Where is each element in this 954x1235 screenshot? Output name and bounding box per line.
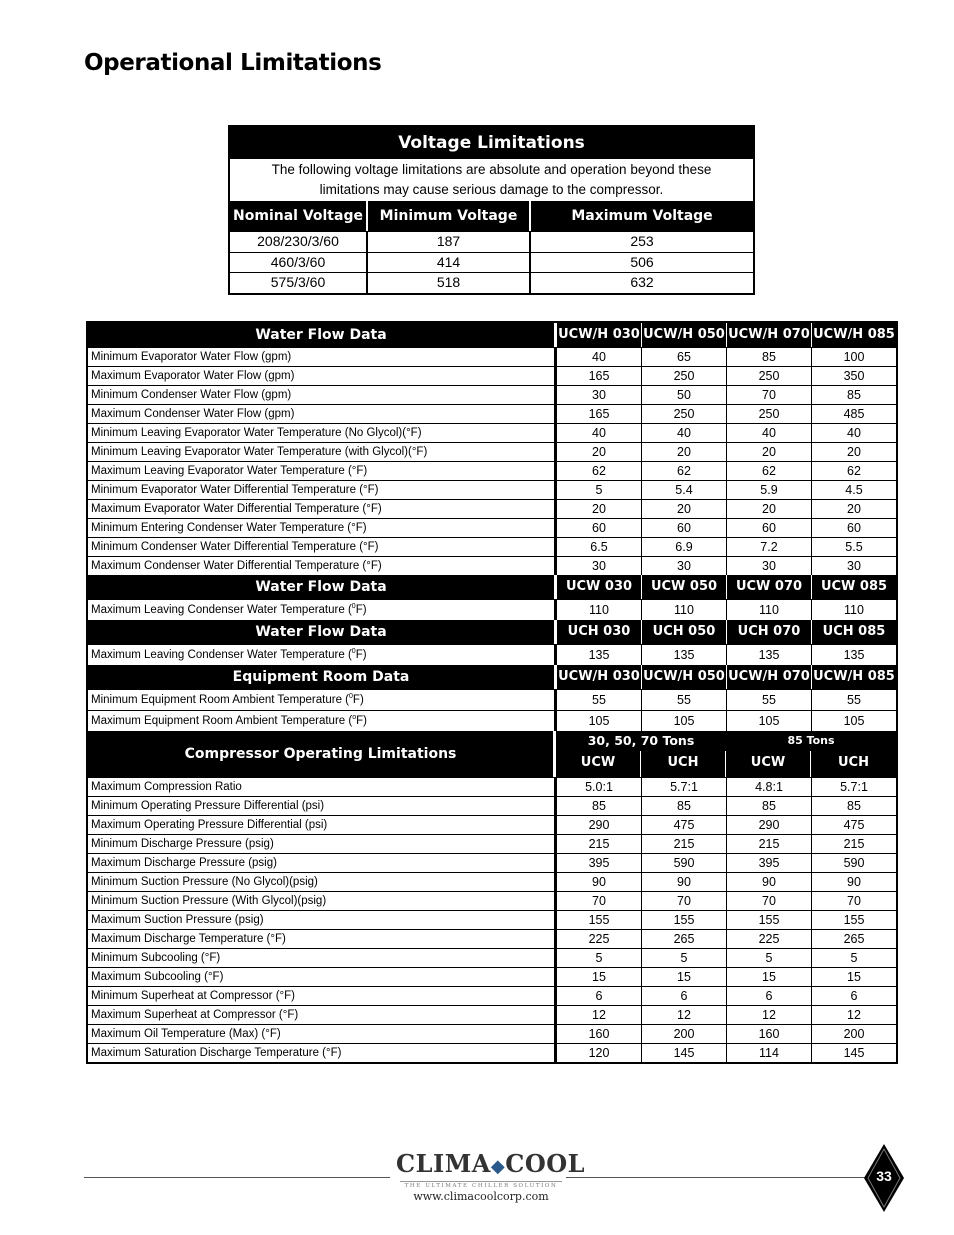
table-cell: 60 (847, 521, 861, 535)
table-cell: 120 (557, 1044, 642, 1062)
table-cell: 475 (642, 816, 727, 834)
table-cell: 155 (642, 911, 727, 929)
table-row (88, 480, 896, 499)
table-cell: 70 (557, 892, 642, 910)
table-cell: 395 (557, 854, 642, 872)
section-title: Equipment Room Data (88, 665, 557, 689)
table-cell: 65 (642, 348, 727, 366)
table-cell: 250 (642, 405, 727, 423)
row-label: Maximum Compression Ratio (88, 778, 557, 796)
table-row (88, 796, 896, 815)
column-header: UCW/H 030 (557, 665, 642, 689)
table-cell: 20 (847, 445, 861, 459)
table-row (88, 404, 896, 423)
table-cell: 70 (847, 894, 861, 908)
table-cell: 60 (642, 519, 727, 537)
table-cell: 485 (843, 407, 865, 421)
voltage-note-line1: The following voltage limitations are absolute and operation beyond these (271, 162, 712, 177)
group-header: 85 Tons (787, 734, 835, 747)
table-cell: 20 (847, 502, 861, 516)
row-label: Maximum Leaving Condenser Water Temperature ($^0$F) (88, 600, 557, 620)
voltage-limitations-table (228, 125, 755, 295)
table-cell: 90 (557, 873, 642, 891)
table-cell: 5.9 (727, 481, 812, 499)
column-header: Nominal Voltage (230, 201, 368, 231)
section-title: Water Flow Data (88, 620, 557, 644)
table-cell: 105 (642, 711, 727, 731)
website-url: www.climacoolcorp.com (413, 1190, 549, 1203)
table-cell: 590 (642, 854, 727, 872)
table-cell: 506 (630, 253, 654, 270)
row-label: Maximum Discharge Pressure (psig) (88, 854, 557, 872)
column-header: UCW (726, 751, 811, 777)
table-cell: 225 (727, 930, 812, 948)
column-header: UCH 050 (642, 620, 727, 644)
table-cell: 135 (727, 645, 812, 665)
table-cell: 55 (557, 690, 642, 710)
table-row (88, 710, 896, 731)
table-cell: 55 (847, 693, 861, 707)
table-row (88, 967, 896, 986)
water-flow-rows (88, 347, 896, 575)
column-header: Minimum Voltage (368, 201, 531, 231)
table-cell: 15 (642, 968, 727, 986)
table-row (88, 499, 896, 518)
table-row (88, 599, 896, 620)
column-header: UCW/H 030 (557, 323, 642, 347)
voltage-note (230, 159, 753, 201)
table-cell: 20 (642, 443, 727, 461)
column-header: UCW/H 050 (642, 323, 727, 347)
table-cell: 20 (642, 500, 727, 518)
table-cell: 85 (557, 797, 642, 815)
group-header: 30, 50, 70 Tons (587, 733, 695, 748)
table-cell: 6 (850, 989, 858, 1003)
column-header: UCW 070 (727, 575, 812, 599)
table-row (88, 442, 896, 461)
table-row (230, 231, 753, 252)
table-row (88, 872, 896, 891)
table-cell: 15 (557, 968, 642, 986)
table-row (88, 1005, 896, 1024)
table-cell: 110 (642, 600, 727, 620)
column-header: UCW/H 070 (727, 665, 812, 689)
table-cell: 5.0:1 (557, 778, 642, 796)
column-header: UCW 050 (642, 575, 727, 599)
table-cell: 6 (727, 987, 812, 1005)
table-row (88, 853, 896, 872)
table-cell: 265 (843, 932, 865, 946)
table-cell: 62 (847, 464, 861, 478)
diamond-icon: ◆ (490, 1156, 506, 1177)
table-cell: 225 (557, 930, 642, 948)
table-cell: 165 (557, 367, 642, 385)
row-label: Minimum Evaporator Water Differential Temperature (°F) (88, 481, 557, 499)
column-header: UCW/H 085 (813, 669, 895, 684)
table-cell: 5 (642, 949, 727, 967)
table-cell: 250 (727, 367, 812, 385)
table-row (88, 537, 896, 556)
table-cell: 4.8:1 (727, 778, 812, 796)
table-cell: 85 (847, 388, 861, 402)
row-label: Minimum Condenser Water Differential Temperature (°F) (88, 538, 557, 556)
table-cell: 114 (727, 1044, 812, 1062)
table-cell: 135 (642, 645, 727, 665)
table-cell: 70 (727, 892, 812, 910)
table-cell: 100 (843, 350, 865, 364)
column-header: UCW 085 (820, 579, 888, 594)
footer-rule-right (566, 1177, 866, 1178)
table-cell: 253 (630, 233, 654, 249)
table-cell: 215 (642, 835, 727, 853)
row-label: Minimum Entering Condenser Water Temperature (°F) (88, 519, 557, 537)
column-header: UCW/H 070 (727, 323, 812, 347)
table-cell: 215 (557, 835, 642, 853)
row-label: Maximum Evaporator Water Flow (gpm) (88, 367, 557, 385)
table-row (88, 986, 896, 1005)
table-row (88, 777, 896, 796)
section-title: Water Flow Data (88, 323, 557, 347)
column-header: UCH (838, 755, 869, 770)
table-cell: 208/230/3/60 (230, 232, 368, 252)
table-cell: 187 (368, 232, 531, 252)
table-cell: 575/3/60 (230, 273, 368, 293)
table-cell: 30 (642, 557, 727, 575)
table-cell: 475 (843, 818, 865, 832)
table-row (88, 461, 896, 480)
table-cell: 5.5 (845, 540, 863, 554)
table-cell: 250 (727, 405, 812, 423)
row-label: Maximum Leaving Evaporator Water Temperature (°F) (88, 462, 557, 480)
water-flow-header-row (88, 323, 896, 347)
voltage-note-line2: limitations may cause serious damage to the compressor. (319, 182, 664, 197)
column-header: UCW (556, 751, 641, 777)
table-row (88, 644, 896, 665)
table-row (88, 689, 896, 710)
table-cell: 15 (847, 970, 861, 984)
table-cell: 215 (727, 835, 812, 853)
table-cell: 20 (557, 500, 642, 518)
table-cell: 215 (843, 837, 865, 851)
table-cell: 5.4 (642, 481, 727, 499)
table-cell: 155 (843, 913, 865, 927)
row-label: Minimum Equipment Room Ambient Temperature ($^0$F) (88, 690, 557, 710)
table-cell: 70 (642, 892, 727, 910)
table-cell: 12 (557, 1006, 642, 1024)
table-cell: 135 (557, 645, 642, 665)
table-cell: 6.9 (642, 538, 727, 556)
row-label: Minimum Discharge Pressure (psig) (88, 835, 557, 853)
table-cell: 70 (727, 386, 812, 404)
table-cell: 395 (727, 854, 812, 872)
row-label: Maximum Subcooling (°F) (88, 968, 557, 986)
table-cell: 6 (642, 987, 727, 1005)
column-header: Maximum Voltage (571, 208, 713, 224)
table-cell: 145 (843, 1046, 865, 1060)
table-cell: 15 (727, 968, 812, 986)
page-number: 33 (876, 1168, 892, 1184)
table-cell: 160 (727, 1025, 812, 1043)
table-cell: 518 (368, 273, 531, 293)
table-cell: 110 (844, 603, 864, 617)
table-row (88, 385, 896, 404)
table-cell: 50 (642, 386, 727, 404)
section-title: Water Flow Data (88, 575, 557, 599)
table-cell: 4.5 (845, 483, 863, 497)
page-title: Operational Limitations (84, 50, 382, 76)
row-label: Maximum Operating Pressure Differential (psi) (88, 816, 557, 834)
table-cell: 5 (557, 481, 642, 499)
table-cell: 40 (847, 426, 861, 440)
table-cell: 135 (843, 648, 865, 662)
column-header: UCH 085 (822, 624, 886, 639)
table-row (88, 1043, 896, 1062)
ucw-header-row (88, 575, 896, 599)
table-cell: 12 (727, 1006, 812, 1024)
row-label: Minimum Condenser Water Flow (gpm) (88, 386, 557, 404)
footer-rule-left (84, 1177, 390, 1178)
tonnage-group-30-70 (556, 731, 726, 777)
table-cell: 30 (557, 557, 642, 575)
uch-header-row (88, 620, 896, 644)
table-cell: 110 (727, 600, 812, 620)
operational-limits-table (86, 321, 898, 1064)
table-cell: 20 (727, 500, 812, 518)
table-cell: 265 (642, 930, 727, 948)
table-cell: 85 (642, 797, 727, 815)
table-cell: 250 (642, 367, 727, 385)
table-row (230, 252, 753, 273)
climacool-logo: CLIMA◆COOL THE ULTIMATE CHILLER SOLUTION (396, 1149, 586, 1189)
table-row (88, 518, 896, 537)
table-cell: 30 (557, 386, 642, 404)
row-label: Minimum Leaving Evaporator Water Temperature (with Glycol)(°F) (88, 443, 557, 461)
row-label: Maximum Superheat at Compressor (°F) (88, 1006, 557, 1024)
table-cell: 40 (642, 424, 727, 442)
table-row (88, 891, 896, 910)
column-header: UCH (641, 751, 726, 777)
table-row (88, 815, 896, 834)
column-header: UCW/H 050 (642, 665, 727, 689)
table-cell: 590 (843, 856, 865, 870)
table-cell: 60 (557, 519, 642, 537)
row-label: Maximum Discharge Temperature (°F) (88, 930, 557, 948)
row-label: Minimum Superheat at Compressor (°F) (88, 987, 557, 1005)
table-cell: 6.5 (557, 538, 642, 556)
row-label: Maximum Evaporator Water Differential Temperature (°F) (88, 500, 557, 518)
table-cell: 5.7:1 (840, 780, 868, 794)
row-label: Maximum Equipment Room Ambient Temperature ($^o$F) (88, 711, 557, 731)
table-cell: 30 (727, 557, 812, 575)
table-row (88, 366, 896, 385)
table-row (88, 1024, 896, 1043)
table-cell: 145 (642, 1044, 727, 1062)
column-header: UCW 030 (557, 575, 642, 599)
table-cell: 155 (727, 911, 812, 929)
table-cell: 90 (727, 873, 812, 891)
table-cell: 5.7:1 (642, 778, 727, 796)
table-cell: 40 (557, 348, 642, 366)
section-title: Compressor Operating Limitations (88, 731, 556, 777)
column-header: UCH 030 (557, 620, 642, 644)
table-cell: 62 (727, 462, 812, 480)
table-cell: 5 (850, 951, 858, 965)
table-cell: 200 (843, 1027, 865, 1041)
table-cell: 85 (727, 348, 812, 366)
table-cell: 90 (642, 873, 727, 891)
row-label: Minimum Operating Pressure Differential (psi) (88, 797, 557, 815)
row-label: Minimum Leaving Evaporator Water Temperature (No Glycol)(°F) (88, 424, 557, 442)
compressor-header-row (88, 731, 896, 777)
table-row (88, 347, 896, 366)
tonnage-group-85 (726, 731, 896, 777)
voltage-column-headers (230, 201, 753, 231)
table-cell: 290 (727, 816, 812, 834)
table-cell: 62 (642, 462, 727, 480)
table-cell: 155 (557, 911, 642, 929)
table-row (230, 272, 753, 293)
table-cell: 414 (368, 253, 531, 273)
row-label: Maximum Suction Pressure (psig) (88, 911, 557, 929)
table-cell: 12 (847, 1008, 861, 1022)
table-cell: 5 (727, 949, 812, 967)
table-cell: 12 (642, 1006, 727, 1024)
table-cell: 105 (727, 711, 812, 731)
compressor-rows (88, 777, 896, 1062)
row-label: Maximum Condenser Water Differential Temperature (°F) (88, 557, 557, 575)
table-cell: 62 (557, 462, 642, 480)
table-cell: 632 (630, 274, 654, 290)
row-label: Minimum Suction Pressure (No Glycol)(psig) (88, 873, 557, 891)
table-row (88, 929, 896, 948)
row-label: Minimum Suction Pressure (With Glycol)(psig) (88, 892, 557, 910)
table-row (88, 556, 896, 575)
table-cell: 20 (727, 443, 812, 461)
table-row (88, 910, 896, 929)
table-cell: 110 (557, 600, 642, 620)
row-label: Minimum Evaporator Water Flow (gpm) (88, 348, 557, 366)
column-header: UCW/H 085 (813, 327, 895, 342)
column-header: UCH 070 (727, 620, 812, 644)
row-label: Maximum Saturation Discharge Temperature (°F) (88, 1044, 557, 1062)
table-cell: 290 (557, 816, 642, 834)
voltage-table-title: Voltage Limitations (230, 127, 753, 159)
logo-tagline: THE ULTIMATE CHILLER SOLUTION (400, 1181, 562, 1190)
table-cell: 30 (847, 559, 861, 573)
equipment-header-row (88, 665, 896, 689)
table-row (88, 423, 896, 442)
table-cell: 85 (847, 799, 861, 813)
table-cell: 55 (727, 690, 812, 710)
table-row (88, 834, 896, 853)
table-cell: 7.2 (727, 538, 812, 556)
table-cell: 165 (557, 405, 642, 423)
table-cell: 85 (727, 797, 812, 815)
row-label: Maximum Condenser Water Flow (gpm) (88, 405, 557, 423)
row-label: Maximum Oil Temperature (Max) (°F) (88, 1025, 557, 1043)
table-cell: 60 (727, 519, 812, 537)
table-cell: 350 (843, 369, 865, 383)
table-cell: 6 (557, 987, 642, 1005)
table-cell: 105 (843, 714, 865, 728)
table-row (88, 948, 896, 967)
table-cell: 40 (557, 424, 642, 442)
table-cell: 40 (727, 424, 812, 442)
table-cell: 55 (642, 690, 727, 710)
table-cell: 20 (557, 443, 642, 461)
table-cell: 105 (557, 711, 642, 731)
table-cell: 90 (847, 875, 861, 889)
table-cell: 200 (642, 1025, 727, 1043)
table-cell: 160 (557, 1025, 642, 1043)
table-cell: 460/3/60 (230, 253, 368, 273)
table-cell: 5 (557, 949, 642, 967)
row-label: Maximum Leaving Condenser Water Temperature ($^0$F) (88, 645, 557, 665)
row-label: Minimum Subcooling (°F) (88, 949, 557, 967)
